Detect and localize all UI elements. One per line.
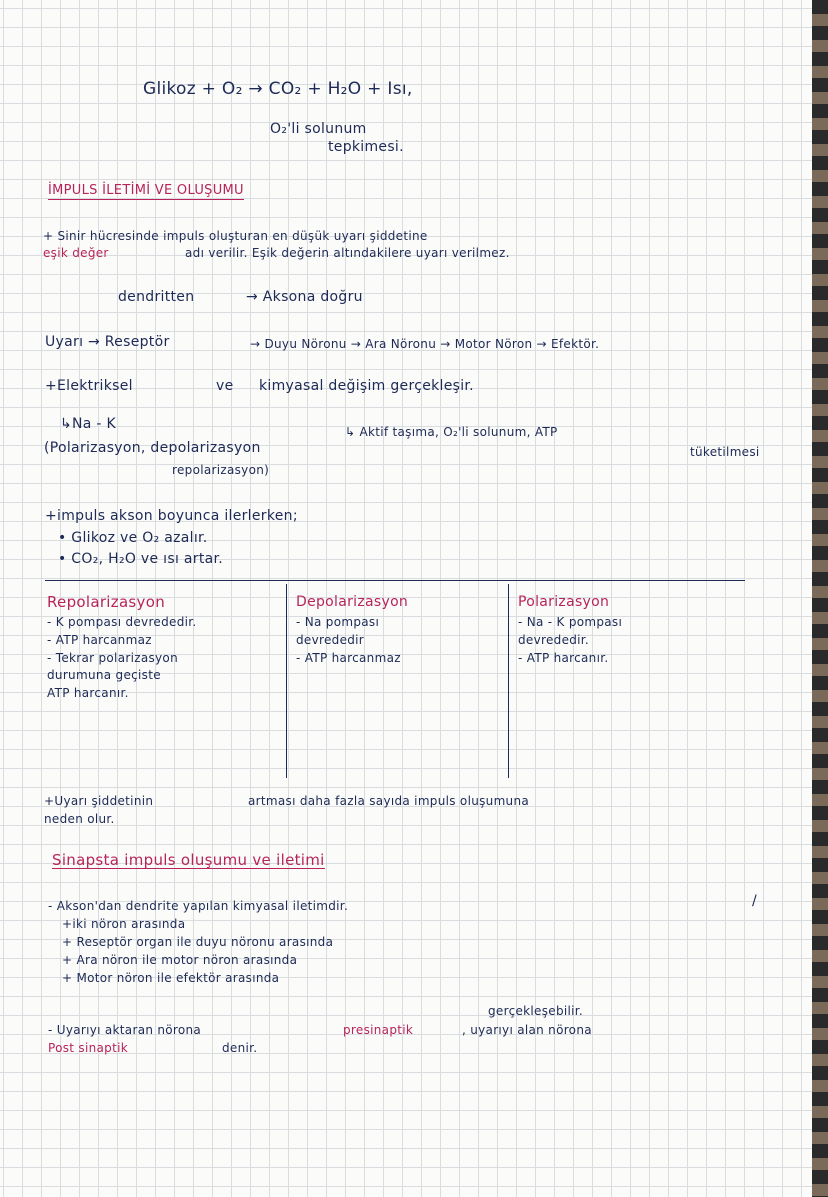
p5-denir: denir. [222,1041,258,1055]
p2-elektriksel: +Elektriksel [45,378,133,394]
flow1-b: → Aksona doğru [246,289,363,305]
p3-line2: • Glikoz ve O₂ azalır. [58,530,208,546]
p5-presinaptik: presinaptik [343,1023,414,1037]
col3-line1: - Na - K pompası [518,615,623,629]
p2-aktif-tasima: ↳ Aktif taşıma, O₂'li solunum, ATP [345,425,558,439]
heading-sinaps: Sinapsta impuls oluşumu ve iletimi [52,851,325,869]
p1-line2: adı verilir. Eşik değerin altındakilere uyarı verilmez. [185,246,510,260]
col1-line5: ATP harcanır. [47,686,129,700]
col3-line2: devrededir. [518,633,590,647]
p5-line2: +iki nöron arasında [62,917,186,931]
col2-line1: - Na pompası [296,615,380,629]
equation-note-1: O₂'li solunum [270,121,367,137]
p4-uyari: +Uyarı şiddetinin [44,794,154,808]
p4-neden: neden olur. [44,812,115,826]
col1-line3: - Tekrar polarizasyon [47,651,178,665]
p2-polarizasyon: (Polarizasyon, depolarizasyon [44,440,261,456]
p2-tuketilmesi: tüketilmesi [690,445,760,459]
p3-line1: +impuls akson boyunca ilerlerken; [45,508,298,524]
p1-esik-deger: eşik değer [43,246,109,260]
table-top-rule [45,580,745,581]
col-depolarizasyon-title: Depolarizasyon [296,594,409,610]
col-repolarizasyon-title: Repolarizasyon [47,593,166,611]
flow2-a: Uyarı → Reseptör [45,334,170,350]
col3-line3: - ATP harcanır. [518,651,609,665]
p5-line7a: - Uyarıyı aktaran nörona [48,1023,202,1037]
heading-impuls: İMPULS İLETİMİ VE OLUŞUMU [48,183,244,198]
col2-line2: devrededir [296,633,365,647]
flow2-b: → Duyu Nöronu → Ara Nöronu → Motor Nöron → Efektör. [250,337,600,351]
p5-line1: - Akson'dan dendrite yapılan kimyasal iletimdir. [48,899,349,913]
notebook-binding [812,0,828,1197]
p2-repolarizasyon: repolarizasyon) [172,463,270,477]
p5-line3: + Reseptör organ ile duyu nöronu arasında [62,935,334,949]
column-divider-1 [286,584,287,778]
equation-note-2: tepkimesi. [328,139,404,155]
p5-line5: + Motor nöron ile efektör arasında [62,971,280,985]
p3-line3: • CO₂, H₂O ve ısı artar. [58,551,224,567]
p4-artmasi: artması daha fazla sayıda impuls oluşumuna [248,794,530,808]
margin-mark: / [752,893,758,909]
p5-line6: gerçekleşebilir. [488,1004,584,1018]
col2-line3: - ATP harcanmaz [296,651,401,665]
equation-line: Glikoz + O₂ → CO₂ + H₂O + Isı, [143,79,413,99]
p5-postsinaptik: Post sinaptik [48,1041,128,1055]
p2-kimyasal: kimyasal değişim gerçekleşir. [259,378,474,394]
flow1-a: dendritten [118,289,195,305]
col1-line1: - K pompası devrededir. [47,615,197,629]
col1-line4: durumuna geçiste [47,668,161,682]
col-polarizasyon-title: Polarizasyon [518,594,610,610]
p2-ve: ve [216,378,234,394]
p2-na-k: ↳Na - K [60,416,117,432]
p1-line1: + Sinir hücresinde impuls oluşturan en düşük uyarı şiddetine [43,229,428,243]
p5-line7c: , uyarıyı alan nörona [462,1023,592,1037]
col1-line2: - ATP harcanmaz [47,633,152,647]
p5-line4: + Ara nöron ile motor nöron arasında [62,953,298,967]
column-divider-2 [508,584,509,778]
